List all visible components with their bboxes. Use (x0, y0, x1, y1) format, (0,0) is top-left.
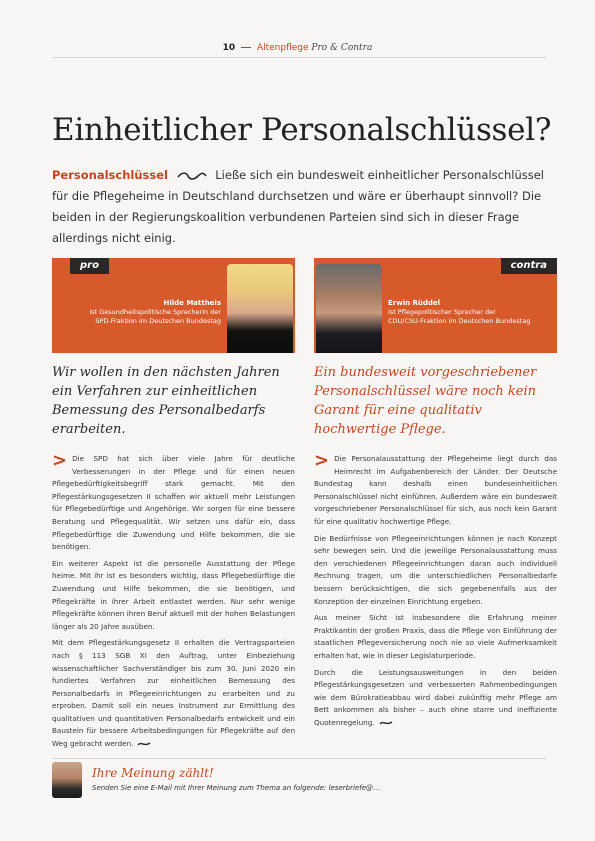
arrow-icon: > (52, 450, 68, 471)
page-number: 10 (222, 43, 236, 53)
end-swirl-icon (379, 720, 393, 726)
end-swirl-icon (137, 741, 151, 747)
pro-banner (52, 258, 295, 353)
opinion-title: Ihre Meinung zählt! (92, 766, 214, 780)
contra-paragraph: > Die Personalausstattung der Pflegeheime liegt durch das Heimrecht im Aufgabenbereich der Länder. Der Deutsche Bundestag kann deshalb einen bundeseinheitlichen Personalschlüssel nicht einführen. Außerdem wäre ein bundesweit vorgeschriebener Personalschlüssel für sich, aus noch kein Garant für eine qualitativ hochwertige Pflege. (314, 450, 557, 526)
contra-banner (314, 258, 557, 353)
pro-quote: Wir wollen in den nächsten Jahren ein Verfahren zur einheitlichen Bemessung des Personalbedarfs erarbeiten. (52, 365, 280, 437)
contra-author-photo (316, 264, 382, 353)
contra-caption (388, 299, 553, 326)
contra-author-role-1: ist Pflegepolitischer Sprecher der (388, 308, 496, 316)
contra-tag: contra (501, 258, 557, 274)
header-separator (241, 47, 251, 48)
pro-author-role-2: SPD-Fraktion im Deutschen Bundestag (95, 317, 221, 325)
pro-author-name: Hilde Mattheis (163, 299, 221, 307)
article-lead (52, 165, 552, 249)
lead-keyword: Personalschlüssel (52, 168, 168, 182)
opinion-text: Senden Sie eine E-Mail mit Ihrer Meinung zum Thema an folgende: leserbriefe@... (92, 784, 380, 792)
subsection-name: Pro & Contra (311, 43, 373, 53)
pro-paragraph: Mit dem Pflegestärkungsgesetz II erhalten die Vertragsparteien nach § 113 SGB XI den Auftrag, unter Einbeziehung wissenschaftlicher Sachverständiger bis zum 30. Juni 2020 ein fundiertes Verfahren zur einheitlichen Bemessung des Personalbedarfs in Pflegeeinrichtungen zu erarbeiten und zu erproben. Damit soll ein neues Instrument zur Ermittlung des qualitativen und quantitativen Personalbedarfs entwickelt und ein Baustein für bessere Arbeitsbedingungen für Pflegekräfte auf den Weg gebracht werden. (52, 638, 295, 749)
article-title: Einheitlicher Personalschlüssel? (52, 112, 552, 148)
pro-tag: pro (70, 258, 109, 274)
header-divider (52, 57, 547, 58)
reader-opinion-box (52, 762, 547, 798)
pro-author-photo (227, 264, 293, 353)
contra-paragraph: Die Bedürfnisse von Pflegeeinrichtungen können je nach Konzept sehr bewegen sein. Und die jeweilige Personalausstattung muss den verschiedenen Pflegeeinrichtungen daran auch individuell Rechnung tragen, um die unterschiedlichen Personalbedarfe bessern berücksichtigen, die sich gegebenenfalls aus der Konzeption der einzelnen Einrichtung ergeben. (314, 533, 557, 606)
pro-paragraph: Ein weiterer Aspekt ist die personelle Ausstattung der Pflege heime. Mit ihr ist es besonders wichtig, dass Pflegebedürftige die Zuwendung und Hilfe bekommen, die sie benötigen, und Pflegekräfte in ihrer Arbeit entlastet werden. Nur sehr wenige Pflegekräfte können ihren Beruf aktuell mit der hohen Belastungen länger als 20 Jahre ausüben. (52, 558, 295, 631)
contra-paragraph: Durch die Leistungsausweitungen in den beiden Pflegestärkungsgesetzen und verbesserten Rahmenbedingungen wie dem Bürokratieabbau wird dabei zukünftig mehr Pflege am Bett ankommen als bisher – auch ohne starre und ineffiziente Quotenregelung. (314, 667, 557, 727)
contra-body (314, 450, 557, 729)
pro-column (52, 258, 295, 755)
pro-author-role-1: ist Gesundheitspolitische Sprecherin der (89, 308, 221, 316)
swirl-icon (176, 171, 208, 181)
pro-body (52, 450, 295, 751)
page-header (0, 43, 595, 53)
contra-column (314, 258, 557, 733)
contra-author-role-2: CDU/CSU-Fraktion im Deutschen Bundestag (388, 317, 531, 325)
section-name: Altenpflege (256, 43, 309, 53)
pro-caption (61, 299, 221, 326)
contra-author-name: Erwin Rüddel (388, 299, 441, 307)
opinion-divider (52, 758, 547, 759)
arrow-icon: > (314, 450, 330, 471)
avatar (52, 762, 82, 798)
lead-text: Ließe sich ein bundesweit einheitlicher Personalschlüssel für die Pflegeheime in Deutschland durchsetzen und wäre er überhaupt sinnvoll? Die beiden in der Regierungskoalition verbundenen Parteien sind sich in dieser Frage allerdings nicht einig. (52, 168, 544, 245)
pro-paragraph: > Die SPD hat sich über viele Jahre für deutliche Verbesserungen in der Pflege und für einen neuen Pflegebedürftigkeitsbegriff stark gemacht. Mit den Pflegestärkungsgesetzen II schaffen wir aktuell mehr Leistungen für Pflegebedürftige und Angehörige. Wir sorgen für eine bessere Beratung und Pflegequalität. Wir setzen uns dafür ein, dass Pflegebedürftige die Zuwendung und Hilfe bekommen, die sie benötigen. (52, 450, 295, 552)
contra-quote: Ein bundesweit vorgeschriebener Personalschlüssel wäre noch kein Garant für eine qualitativ hochwertige Pflege. (314, 365, 537, 437)
contra-paragraph: Aus meiner Sicht ist insbesondere die Erfahrung meiner Praktikantin der großen Praxis, dass die Pflege von Einführung der staatlichen Pflegeversicherung noch nie so viele Aufmerksamkeit erhalten hat, wie in dieser Legislaturperiode. (314, 613, 557, 660)
